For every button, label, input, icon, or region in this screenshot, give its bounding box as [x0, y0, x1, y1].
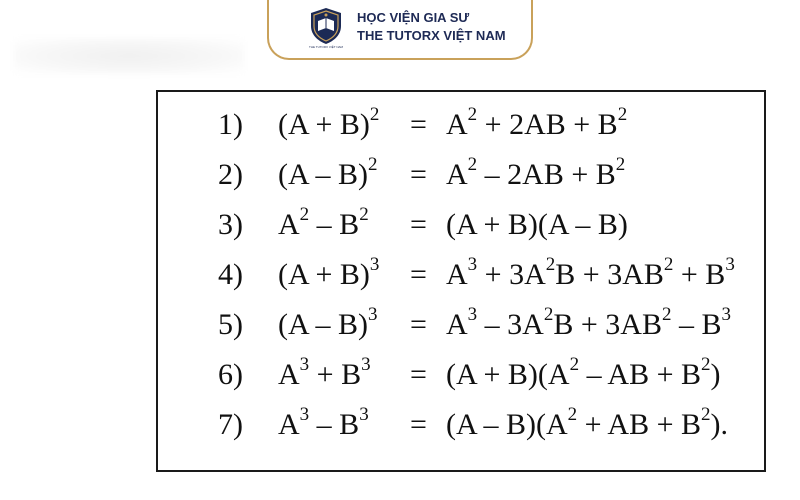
- expression-text: (A – B): [278, 308, 368, 341]
- expression-text: – 3A: [477, 308, 544, 341]
- expression-text: A: [446, 258, 468, 291]
- formula-box: [156, 90, 766, 472]
- expression-text: – B: [671, 308, 722, 341]
- expression-text: A: [446, 308, 468, 341]
- expression-text: ): [710, 358, 721, 391]
- formula-rhs: [446, 208, 628, 242]
- exponent: 2: [615, 154, 626, 175]
- expression-text: (A – B)(A: [446, 408, 568, 441]
- equals-sign: =: [410, 308, 427, 341]
- formula-number: 2): [218, 158, 243, 191]
- expression-text: – 2AB + B: [477, 158, 616, 191]
- exponent: 2: [569, 354, 580, 375]
- exponent: 2: [359, 204, 369, 225]
- exponent: 3: [467, 254, 478, 275]
- exponent: 3: [368, 304, 378, 325]
- banner-title: [357, 9, 506, 45]
- formula-rhs: [446, 404, 729, 442]
- exponent: 3: [299, 354, 310, 375]
- exponent: 2: [545, 254, 556, 275]
- formula-number: 5): [218, 308, 243, 341]
- equals-sign: =: [410, 258, 427, 291]
- expression-text: B + 3AB: [553, 308, 662, 341]
- equals-sign: =: [410, 208, 427, 241]
- exponent: 2: [543, 304, 554, 325]
- formula-lhs: [278, 254, 380, 292]
- expression-text: (A + B): [278, 108, 370, 141]
- formula-row: [158, 254, 764, 306]
- exponent: 3: [361, 354, 371, 375]
- formula-number: 4): [218, 258, 243, 291]
- formula-rhs: [446, 154, 626, 192]
- exponent: 2: [701, 354, 711, 375]
- expression-text: B + 3AB: [555, 258, 664, 291]
- expression-text: ).: [710, 408, 729, 441]
- expression-text: – AB + B: [579, 358, 702, 391]
- exponent: 2: [369, 104, 380, 125]
- formula-row: [158, 104, 764, 156]
- formula-row: [158, 154, 764, 206]
- formula-row: [158, 304, 764, 356]
- expression-text: A: [278, 408, 300, 441]
- formula-lhs: [278, 354, 371, 392]
- exponent: 3: [299, 404, 310, 425]
- equals-sign: =: [410, 158, 427, 191]
- expression-text: (A + B)(A – B): [446, 208, 628, 241]
- banner-line-2: THE TUTORX VIỆT NAM: [357, 28, 506, 43]
- exponent: 3: [721, 304, 731, 325]
- exponent: 2: [617, 104, 628, 125]
- expression-text: (A – B): [278, 158, 368, 191]
- equals-sign: =: [410, 108, 427, 141]
- banner-line-1: HỌC VIỆN GIA SƯ: [357, 10, 470, 25]
- expression-text: + B: [309, 358, 362, 391]
- exponent: 3: [359, 404, 369, 425]
- formula-rhs: [446, 104, 628, 142]
- expression-text: + 2AB + B: [477, 108, 618, 141]
- formula-number: 7): [218, 408, 243, 441]
- exponent: 3: [467, 304, 478, 325]
- formula-lhs: [278, 204, 369, 242]
- formula-number: 6): [218, 358, 243, 391]
- exponent: 2: [467, 104, 478, 125]
- expression-text: A: [278, 358, 300, 391]
- exponent: 2: [368, 154, 378, 175]
- exponent: 2: [661, 304, 672, 325]
- expression-text: A: [278, 208, 300, 241]
- expression-text: + 3A: [477, 258, 546, 291]
- formula-lhs: [278, 154, 378, 192]
- expression-text: + AB + B: [577, 408, 702, 441]
- expression-text: – B: [309, 408, 360, 441]
- exponent: 2: [567, 404, 578, 425]
- exponent: 2: [701, 404, 711, 425]
- faded-background-text: [14, 38, 244, 74]
- formula-row: [158, 404, 764, 456]
- tutorx-logo-icon: [303, 6, 349, 52]
- formula-rhs: [446, 354, 721, 392]
- logo-caption: THE TUTORX VIỆT NAM: [308, 45, 343, 49]
- expression-text: A: [446, 158, 468, 191]
- equals-sign: =: [410, 358, 427, 391]
- expression-text: A: [446, 108, 468, 141]
- expression-text: – B: [309, 208, 360, 241]
- formula-lhs: [278, 104, 380, 142]
- formula-rhs: [446, 254, 735, 292]
- equals-sign: =: [410, 408, 427, 441]
- formula-lhs: [278, 404, 369, 442]
- exponent: 3: [369, 254, 380, 275]
- exponent: 2: [663, 254, 674, 275]
- expression-text: (A + B): [278, 258, 370, 291]
- formula-row: [158, 354, 764, 406]
- expression-text: + B: [673, 258, 726, 291]
- brand-banner: [267, 0, 533, 60]
- exponent: 2: [299, 204, 310, 225]
- formula-rhs: [446, 304, 731, 342]
- expression-text: (A + B)(A: [446, 358, 570, 391]
- formula-number: 3): [218, 208, 243, 241]
- formula-lhs: [278, 304, 378, 342]
- formula-number: 1): [218, 108, 243, 141]
- exponent: 2: [467, 154, 478, 175]
- formula-row: [158, 204, 764, 256]
- exponent: 3: [725, 254, 735, 275]
